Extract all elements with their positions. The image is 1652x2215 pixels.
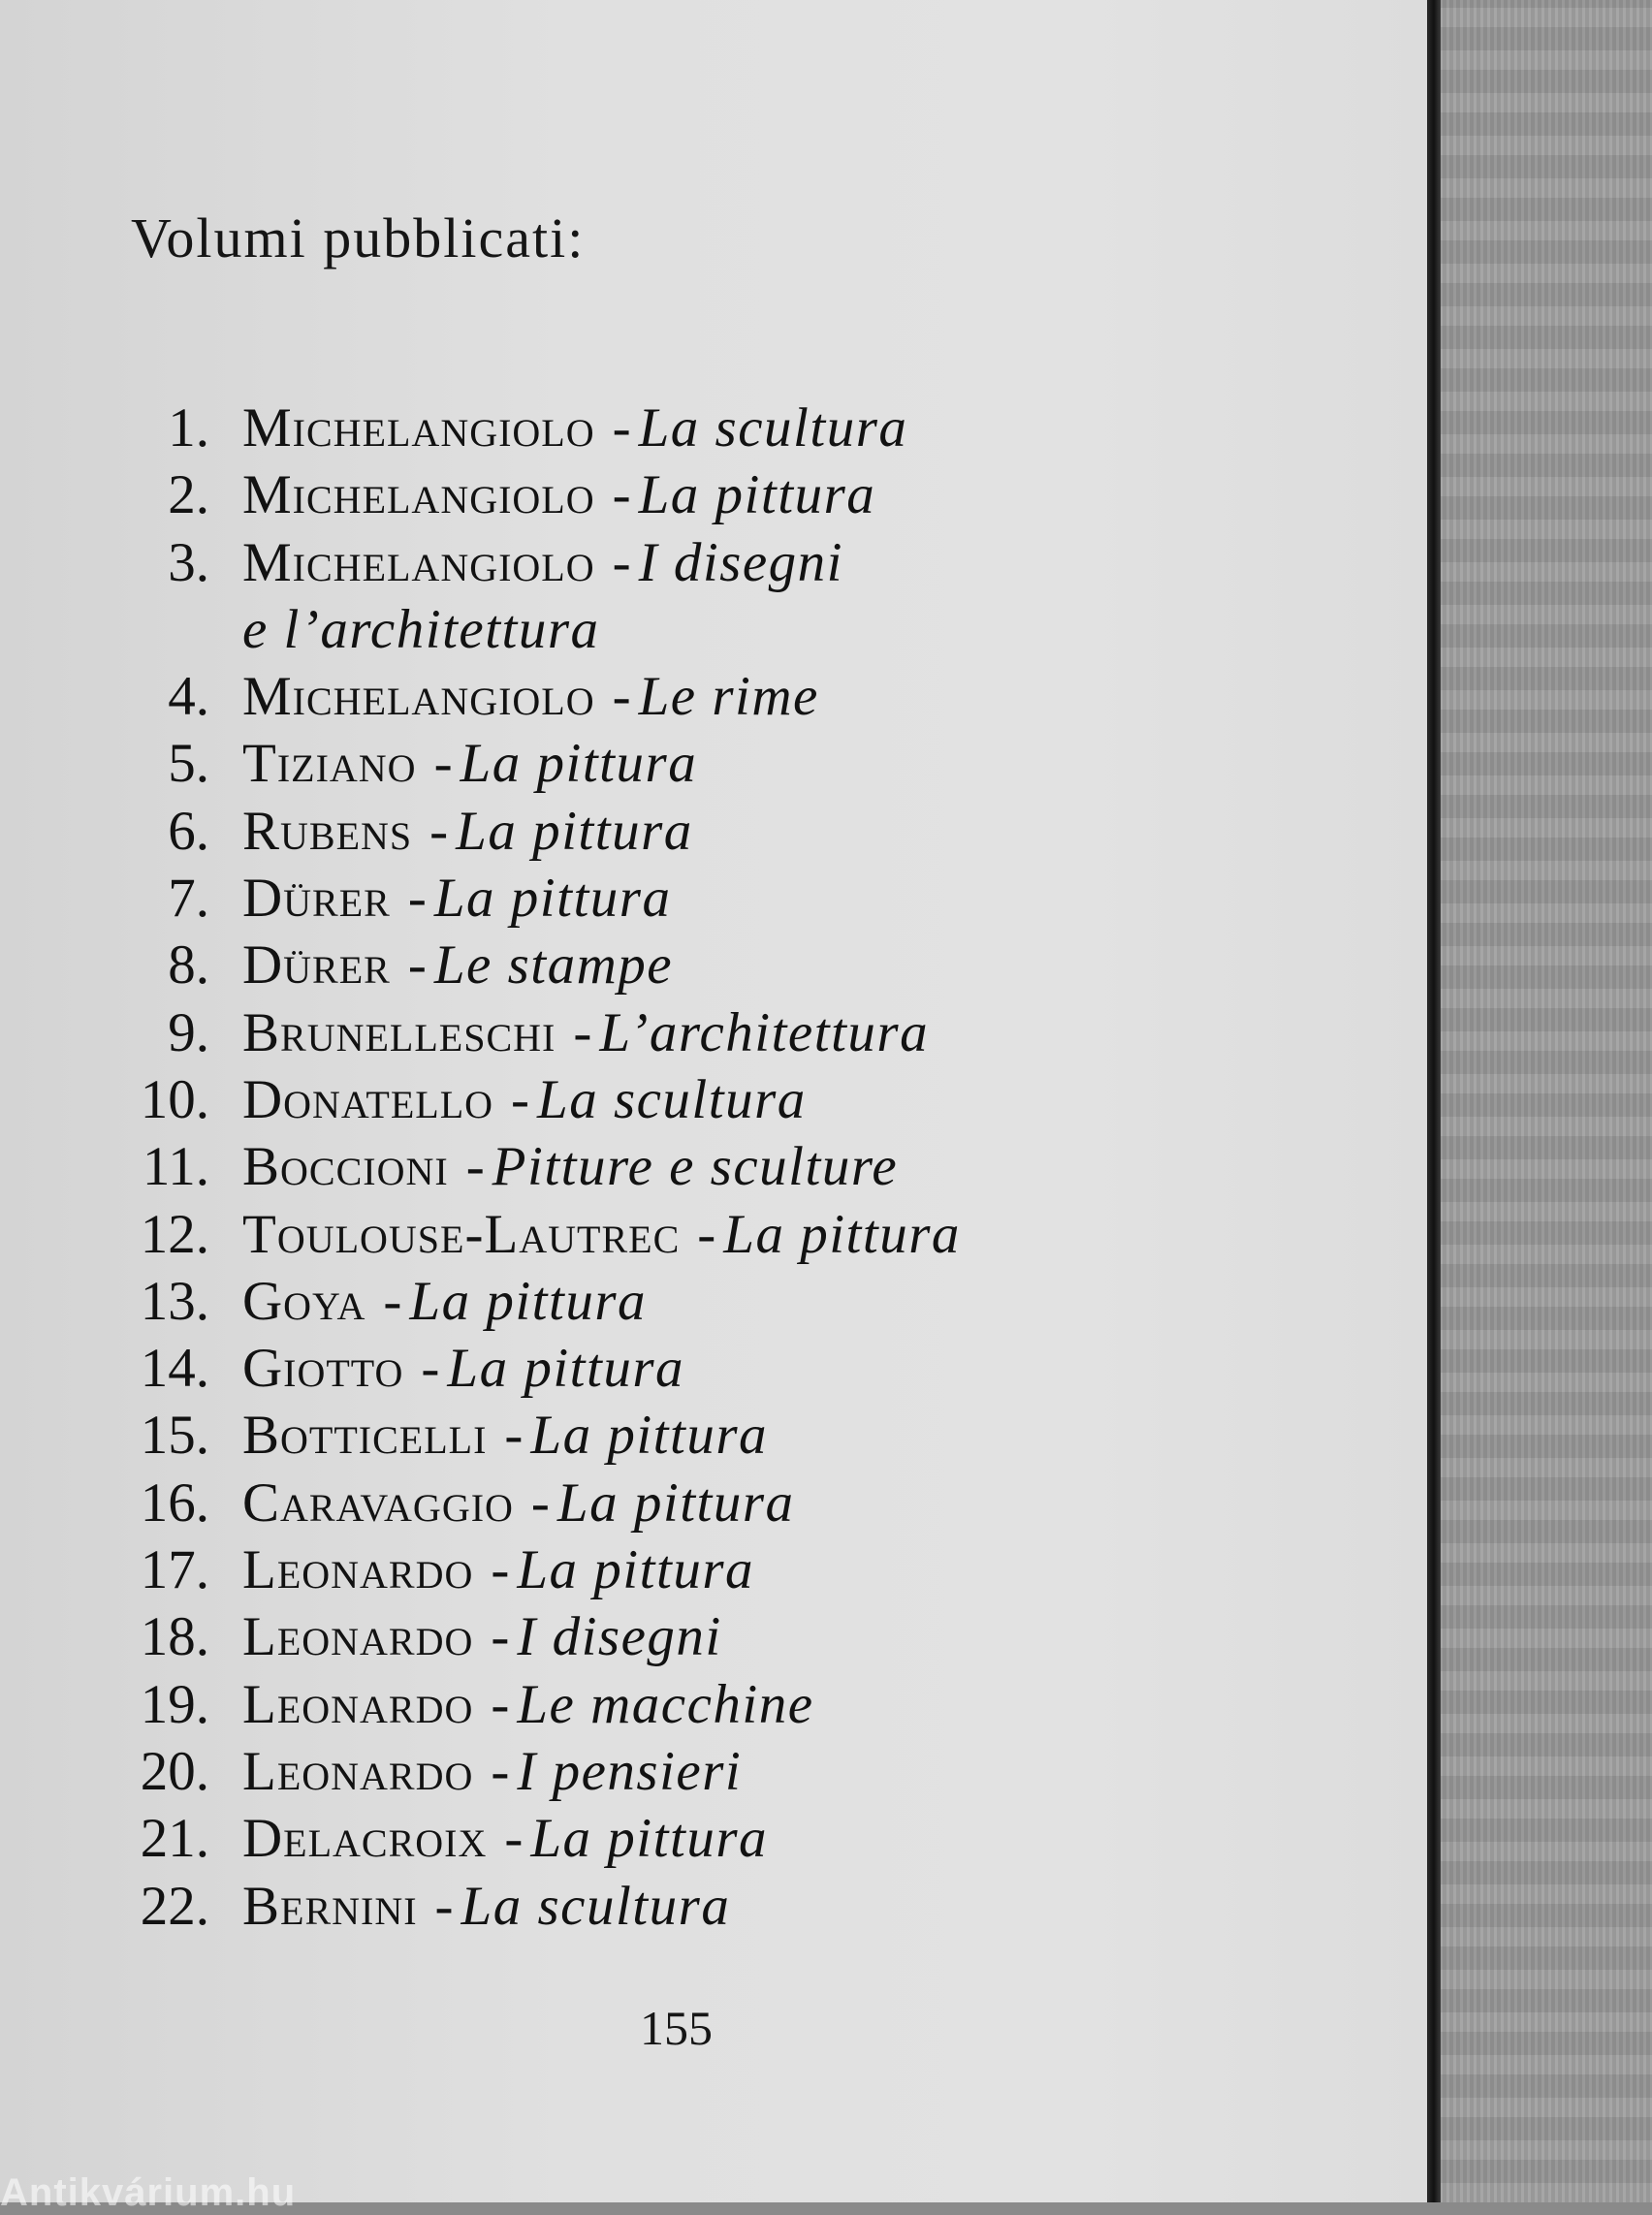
volume-title: La scultura: [461, 1875, 731, 1937]
volume-separator: -: [421, 1338, 440, 1400]
volume-separator: -: [491, 1740, 510, 1802]
volume-author: Leonardo: [242, 1673, 474, 1735]
volume-entry: [116, 999, 1202, 1066]
volume-author: Boccioni: [242, 1136, 449, 1198]
volume-title-continuation: e l’architettura: [242, 598, 600, 660]
volume-title: I pensieri: [517, 1740, 743, 1802]
volume-number: 6.: [168, 800, 209, 862]
volume-number: 19.: [140, 1673, 209, 1735]
volume-entry: [116, 1603, 1202, 1670]
volume-number: 1.: [168, 397, 209, 459]
volume-separator: -: [491, 1673, 510, 1735]
watermark: Antikvárium.hu: [0, 2171, 297, 2214]
volume-author: Michelangiolo: [242, 666, 595, 728]
page-edge: [1427, 0, 1441, 2202]
volume-author: Michelangiolo: [242, 397, 595, 459]
volume-entry: [116, 663, 1202, 730]
volume-entry: [116, 798, 1202, 865]
volume-separator: -: [612, 666, 631, 728]
volume-title: Le rime: [638, 666, 819, 728]
volume-number: 15.: [140, 1405, 209, 1467]
volume-title: La pittura: [517, 1539, 755, 1601]
volume-title: La scultura: [638, 397, 908, 459]
volume-number: 12.: [140, 1203, 209, 1265]
volume-title: La pittura: [530, 1405, 769, 1467]
volume-separator: -: [407, 868, 427, 930]
volume-separator: -: [407, 934, 427, 997]
volume-separator: -: [573, 1001, 592, 1063]
volume-separator: -: [697, 1203, 716, 1265]
volume-number: 7.: [168, 868, 209, 930]
volume-author: Delacroix: [242, 1808, 488, 1870]
volume-entry: [116, 395, 1202, 461]
volume-author: Donatello: [242, 1068, 494, 1130]
volume-title: La pittura: [460, 733, 698, 795]
volume-title: L’architettura: [599, 1001, 930, 1063]
volume-entry: [116, 1805, 1202, 1872]
volume-title: La scultura: [537, 1068, 807, 1130]
volume-entry: [116, 1873, 1202, 1940]
volume-number: 13.: [140, 1270, 209, 1332]
volume-title: La pittura: [556, 1471, 795, 1534]
volume-number: 11.: [142, 1136, 209, 1198]
volume-entry: [116, 1335, 1202, 1402]
volume-author: Tiziano: [242, 733, 417, 795]
volume-number: 22.: [140, 1875, 209, 1937]
volume-author: Rubens: [242, 800, 413, 862]
volume-number: 3.: [168, 531, 209, 593]
volume-separator: -: [434, 1875, 454, 1937]
volume-separator: -: [383, 1270, 402, 1332]
volume-title: La pittura: [433, 868, 672, 930]
volume-number: 18.: [140, 1606, 209, 1668]
volume-number: 20.: [140, 1740, 209, 1802]
volume-number: 21.: [140, 1808, 209, 1870]
volume-author: Giotto: [242, 1338, 404, 1400]
volume-author: Leonardo: [242, 1606, 474, 1668]
volume-number: 16.: [140, 1471, 209, 1534]
volume-separator: -: [612, 397, 631, 459]
volume-author: Michelangiolo: [242, 464, 595, 526]
volume-separator: -: [491, 1539, 510, 1601]
volume-author: Dürer: [242, 868, 391, 930]
volume-title: La pittura: [447, 1338, 685, 1400]
volume-title: I disegni: [638, 531, 843, 593]
volume-author: Botticelli: [242, 1405, 488, 1467]
volume-entry: [116, 461, 1202, 528]
volume-separator: -: [465, 1136, 485, 1198]
volume-number: 14.: [140, 1338, 209, 1400]
volume-author: Leonardo: [242, 1539, 474, 1601]
volume-separator: -: [612, 531, 631, 593]
volume-title: Pitture e sculture: [492, 1136, 899, 1198]
volume-author: Dürer: [242, 934, 391, 997]
volume-list: [116, 395, 1202, 1940]
volume-number: 2.: [168, 464, 209, 526]
volume-entry: [116, 1402, 1202, 1469]
volume-title: La pittura: [409, 1270, 648, 1332]
volume-entry: [116, 1066, 1202, 1133]
volume-entry: [116, 1201, 1202, 1268]
volume-entry: [116, 1470, 1202, 1536]
volume-number: 4.: [168, 666, 209, 728]
volume-title: I disegni: [517, 1606, 722, 1668]
volume-separator: -: [433, 733, 453, 795]
volume-entry: [116, 1738, 1202, 1805]
volume-separator: -: [530, 1471, 550, 1534]
volume-number: 8.: [168, 934, 209, 997]
page-number: 155: [640, 2001, 713, 2055]
volume-entry: [116, 1133, 1202, 1200]
volume-title: Le macchine: [517, 1673, 814, 1735]
volume-author: Goya: [242, 1270, 366, 1332]
volume-entry: [116, 1671, 1202, 1738]
page-heading: Volumi pubblicati:: [131, 206, 586, 269]
background-surface: [1433, 0, 1652, 2202]
volume-entry: [116, 1536, 1202, 1603]
volume-author: Caravaggio: [242, 1471, 514, 1534]
volume-title: La pittura: [530, 1808, 769, 1870]
volume-title: La pittura: [456, 800, 693, 862]
volume-author: Brunelleschi: [242, 1001, 556, 1063]
volume-separator: -: [511, 1068, 529, 1130]
volume-number: 10.: [140, 1068, 209, 1130]
volume-author: Michelangiolo: [242, 531, 595, 593]
volume-entry: [116, 529, 1202, 596]
volume-separator: -: [491, 1606, 510, 1668]
volume-entry-continuation: [116, 596, 1202, 663]
volume-entry: [116, 730, 1202, 797]
volume-separator: -: [612, 464, 631, 526]
volume-title: La pittura: [723, 1203, 961, 1265]
volume-entry: [116, 865, 1202, 932]
volume-author: Leonardo: [242, 1740, 474, 1802]
volume-number: 5.: [168, 733, 209, 795]
volume-number: 17.: [140, 1539, 209, 1601]
volume-entry: [116, 1268, 1202, 1335]
volume-separator: -: [504, 1808, 524, 1870]
volume-separator: -: [429, 800, 449, 862]
volume-author: Bernini: [242, 1875, 418, 1937]
volume-author: Toulouse-Lautrec: [242, 1203, 681, 1265]
volume-title: La pittura: [638, 464, 876, 526]
volume-number: 9.: [168, 1001, 209, 1063]
volume-title: Le stampe: [433, 934, 674, 997]
volume-separator: -: [504, 1405, 524, 1467]
volume-entry: [116, 932, 1202, 998]
